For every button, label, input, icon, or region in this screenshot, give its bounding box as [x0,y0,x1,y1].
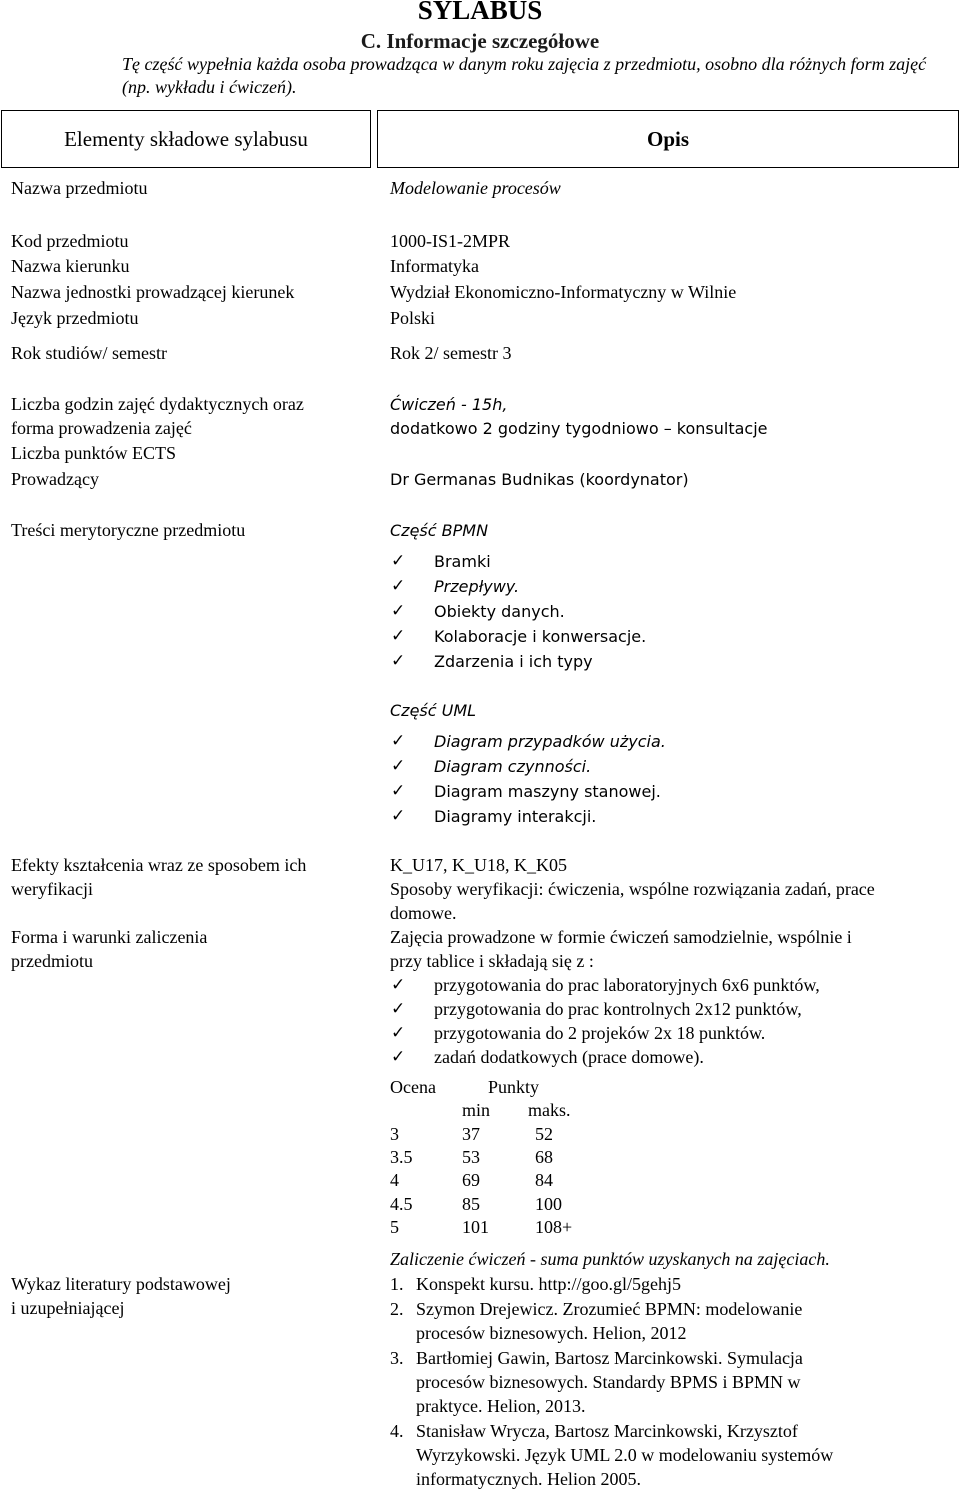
label-course-name: Nazwa przedmiotu [11,178,148,198]
checkmark-icon: ✓ [391,806,406,826]
list-item: ✓ Diagramy interakcji. [390,804,666,829]
value-hours-line1: Ćwiczeń - 15h, [390,395,508,414]
checkmark-icon: ✓ [391,999,406,1019]
label-course-code: Kod przedmiotu [11,231,129,251]
grade-cell: 68 [535,1147,553,1167]
list-item: ✓ Obiekty danych. [390,599,646,624]
grade-cell: 3.5 [390,1147,413,1167]
label-assessment-line1: Forma i warunki zaliczenia [11,927,208,947]
column-header-description: Opis [377,110,959,168]
label-content: Treści merytoryczne przedmiotu [11,520,246,540]
grade-header-min: min [462,1100,491,1120]
grade-cell: 100 [535,1194,562,1214]
label-literature-line2: i uzupełniającej [11,1298,125,1318]
label-unit-name: Nazwa jednostki prowadzącej kierunek [11,282,295,302]
list-item: ✓ Zdarzenia i ich typy [390,649,646,674]
checkmark-icon: ✓ [391,601,406,621]
label-lecturer: Prowadzący [11,469,99,489]
label-assessment-line2: przedmiotu [11,951,93,971]
section-title: C. Informacje szczegółowe [360,29,600,53]
label-outcomes-line2: weryfikacji [11,879,93,899]
list-item: ✓ przygotowania do prac laboratoryjnych 6x6 punktów, [391,975,820,995]
assessment-intro-line2: przy tablice i składają się z : [390,951,594,971]
list-item: ✓ Diagram maszyny stanowej. [390,779,666,804]
list-item: 1. Konspekt kursu. http://goo.gl/5gehj5 [390,1274,681,1294]
list-item: ✓ Diagram przypadków użycia. [390,729,666,754]
grade-header-points: Punkty [488,1077,540,1097]
value-year-semester: Rok 2/ semestr 3 [390,343,512,363]
uml-section-title: Część UML [390,701,477,720]
label-ects: Liczba punktów ECTS [11,443,176,463]
grade-header-grade: Ocena [390,1077,436,1097]
checkmark-icon: ✓ [391,975,406,995]
grade-cell: 3 [390,1124,399,1144]
checkmark-icon: ✓ [391,756,406,776]
assessment-components-list [390,973,820,1069]
list-item: ✓ Przepływy. [390,574,646,599]
list-item: 2. Szymon Drejewicz. Zrozumieć BPMN: modelowanie procesów biznesowych. Helion, 2012 [390,1299,803,1343]
grade-cell: 101 [462,1217,489,1237]
grade-cell: 4 [390,1170,399,1190]
grade-cell: 4.5 [390,1194,413,1214]
grade-cell: 85 [462,1194,480,1214]
page-title: SYLABUS [417,0,543,25]
checkmark-icon: ✓ [391,781,406,801]
label-field-name: Nazwa kierunku [11,256,130,276]
checkmark-icon: ✓ [391,651,406,671]
column-header-elements: Elementy składowe sylabusu [1,110,371,168]
grade-cell: 108+ [535,1217,573,1237]
value-field-name: Informatyka [390,256,479,276]
verification-line2: domowe. [390,903,457,923]
list-item: 3. Bartłomiej Gawin, Bartosz Marcinkowski. Symulacja procesów biznesowych. Standardy BPMS i BPMN w praktyce. Helion, 2013. [390,1348,803,1416]
uml-topic-list [390,729,666,829]
verification-line1: Sposoby weryfikacji: ćwiczenia, wspólne rozwiązania zadań, prace [390,879,875,899]
grade-cell: 5 [390,1217,399,1237]
list-item: ✓ Diagram czynności. [390,754,666,779]
checkmark-icon: ✓ [391,1023,406,1043]
value-course-code: 1000-IS1-2MPR [390,231,511,251]
assessment-intro-line1: Zajęcia prowadzone w formie ćwiczeń samodzielnie, wspólnie i [390,927,852,947]
label-hours-line1: Liczba godzin zajęć dydaktycznych oraz [11,394,304,414]
grade-cell: 69 [462,1170,480,1190]
grade-header-max: maks. [528,1100,571,1120]
grade-cell: 84 [535,1170,553,1190]
label-literature-line1: Wykaz literatury podstawowej [11,1274,231,1294]
list-item: ✓ przygotowania do prac kontrolnych 2x12 punktów, [391,999,802,1019]
checkmark-icon: ✓ [391,731,406,751]
value-course-name: Modelowanie procesów [390,178,561,198]
checkmark-icon: ✓ [391,1047,406,1067]
list-item: 4. Stanisław Wrycza, Bartosz Marcinkowski, Krzysztof Wyrzykowski. Język UML 2.0 w modelowaniu systemów informatycznych. Helion 2005. [390,1421,834,1489]
list-item: ✓ zadań dodatkowych (prace domowe). [391,1047,704,1067]
outcome-codes: K_U17, K_U18, K_K05 [390,855,567,875]
list-item: ✓ Bramki [390,549,646,574]
grade-cell: 53 [462,1147,480,1167]
label-hours-line2: forma prowadzenia zajęć [11,418,192,438]
label-year-semester: Rok studiów/ semestr [11,343,167,363]
value-unit-name: Wydział Ekonomiczno-Informatyczny w Wilnie [390,282,737,302]
checkmark-icon: ✓ [391,576,406,596]
list-item: ✓ przygotowania do 2 projeków 2x 18 punktów. [391,1023,766,1043]
value-lecturer: Dr Germanas Budnikas (koordynator) [390,470,689,489]
label-outcomes-line1: Efekty kształcenia wraz ze sposobem ich [11,855,307,875]
checkmark-icon: ✓ [391,626,406,646]
value-hours-line2: dodatkowo 2 godziny tygodniowo – konsultacje [390,419,768,438]
bpmn-section-title: Część BPMN [390,521,489,540]
assessment-note: Zaliczenie ćwiczeń - suma punktów uzyskanych na zajęciach. [390,1249,830,1269]
value-language: Polski [390,308,436,328]
label-language: Język przedmiotu [11,308,139,328]
literature-list [390,1272,833,1491]
grade-cell: 37 [462,1124,480,1144]
checkmark-icon: ✓ [391,551,406,571]
bpmn-topic-list [390,549,646,674]
list-item: ✓ Kolaboracje i konwersacje. [390,624,646,649]
intro-text: Tę część wypełnia każda osoba prowadząca w danym roku zajęcia z przedmiotu, osobno dla różnych form zajęć (np. wykładu i ćwiczeń). [122,54,927,97]
grade-cell: 52 [535,1124,553,1144]
